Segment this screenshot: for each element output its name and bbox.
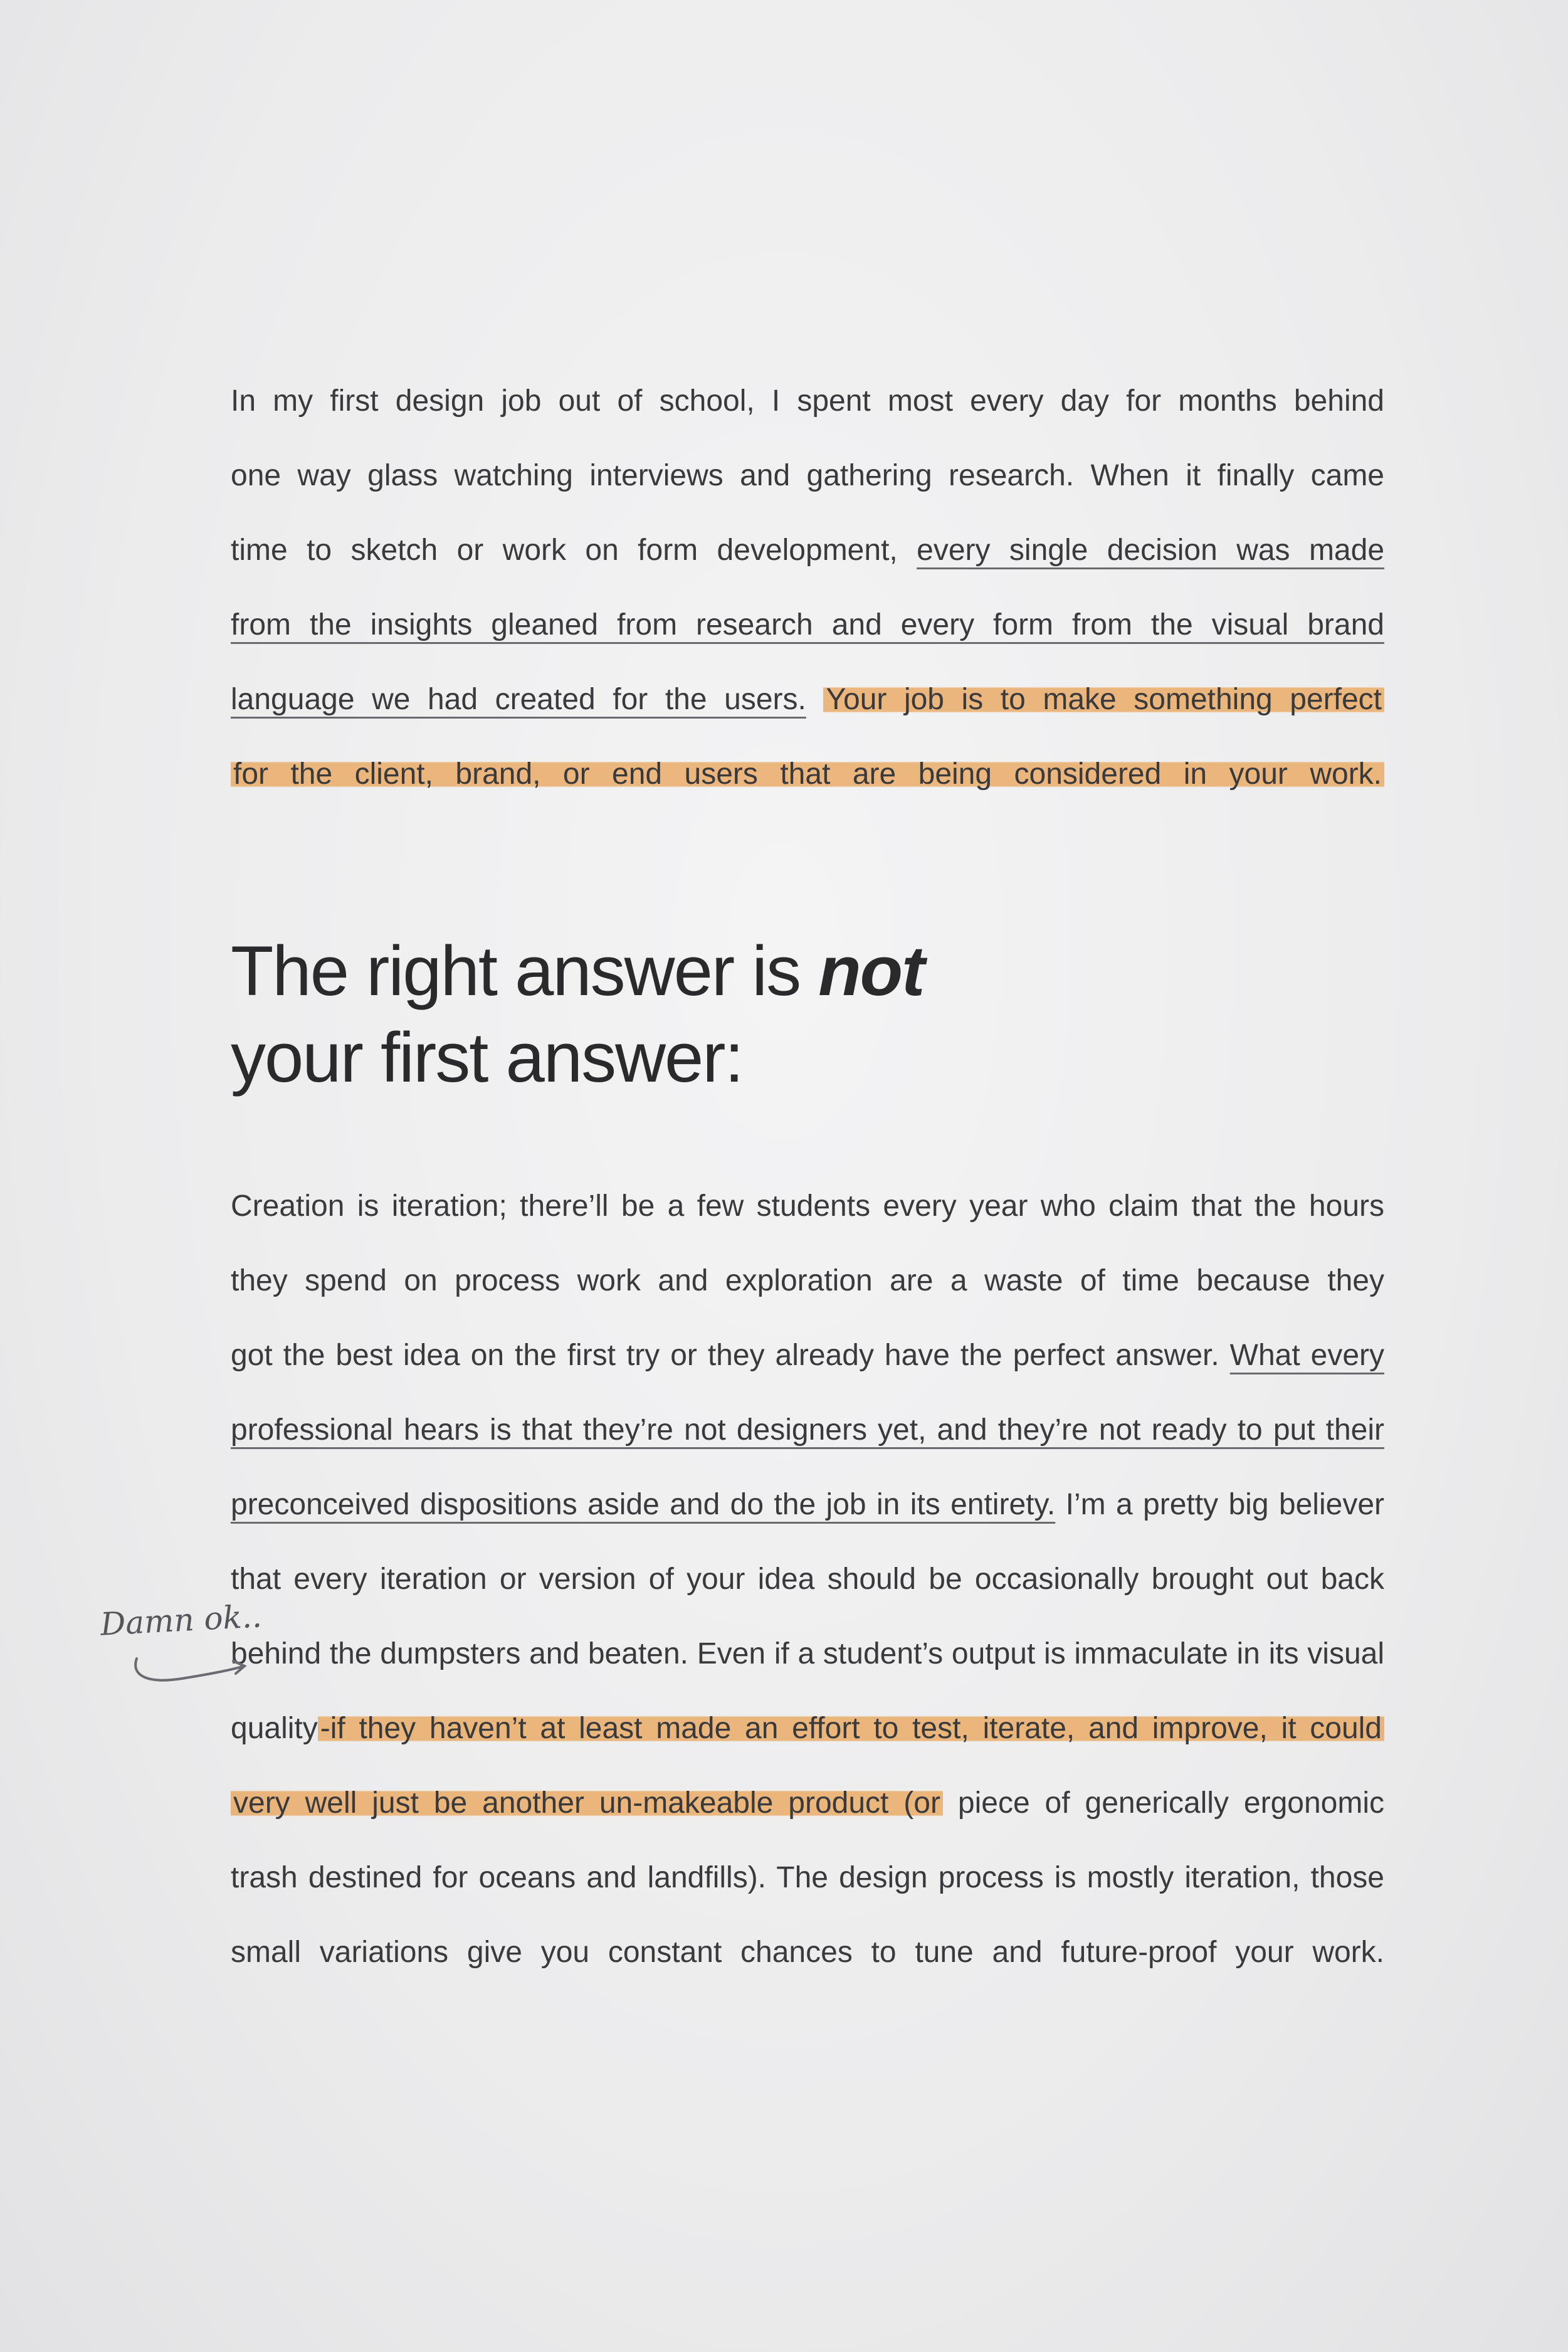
paragraph-first-job [231, 364, 1384, 811]
text-line: Creation is iteration; there’ll be a few students every year who claim that the hours [231, 1189, 1384, 1223]
text-line [231, 1467, 1384, 1542]
text-line [231, 1393, 1384, 1467]
text-line [231, 1318, 1384, 1393]
underlined-text: from the insights gleaned from research and every form from the visual brand [231, 608, 1384, 641]
text-segment: piece of generically ergonomic [957, 1786, 1384, 1820]
text-line: they spend on process work and exploration are a waste of time because they [231, 1264, 1384, 1297]
highlighted-text: very well just be another un-makeable product (or [231, 1786, 943, 1820]
highlighted-text: -if they haven’t at least made an effort to test, iterate, and improve, it could [318, 1712, 1384, 1745]
text-line: trash destined for oceans and landfills). The design process is mostly iteration, those [231, 1861, 1384, 1894]
heading-emphasis: not [818, 932, 924, 1010]
text-line: one way glass watching interviews and gathering research. When it finally came [231, 459, 1384, 492]
text-line [231, 588, 1384, 662]
text-segment: got the best idea on the first try or they already have the perfect answer. [231, 1339, 1219, 1372]
highlighted-text: for the client, brand, or end users that are being considered in your work. [231, 757, 1384, 791]
handwritten-margin-note: Damn ok.. [99, 1598, 263, 1643]
text-segment: quality [231, 1712, 318, 1745]
text-line: small variations give you constant chances to tune and future-proof your work. [231, 1936, 1384, 1969]
underlined-text: language we had created for the users. [231, 683, 806, 716]
text-line [231, 513, 1384, 588]
underlined-text: every single decision was made [917, 534, 1385, 567]
underlined-text: What every [1229, 1339, 1385, 1372]
heading-line-2: your first answer: [231, 1018, 743, 1097]
handwritten-arrow-icon [125, 1652, 251, 1696]
text-line [231, 1691, 1384, 1766]
text-line: behind the dumpsters and beaten. Even if a student’s output is immaculate in its visual [231, 1637, 1384, 1670]
text-line [231, 737, 1384, 811]
underlined-text: preconceived dispositions aside and do the job in its entirety. [231, 1488, 1056, 1521]
underlined-text: professional hears is that they’re not designers yet, and they’re not ready to put their [231, 1413, 1384, 1447]
heading-line-1: The right answer is [231, 932, 819, 1010]
text-segment: I’m a pretty big believer [1065, 1488, 1384, 1521]
text-line: In my first design job out of school, I spent most every day for months behind [231, 384, 1384, 418]
paragraph-iteration [231, 1169, 1384, 1990]
highlighted-text: Your job is to make something perfect [823, 683, 1384, 716]
text-segment: time to sketch or work on form development, [231, 534, 898, 567]
text-line [231, 1766, 1384, 1840]
section-heading [231, 928, 923, 1101]
text-line [231, 662, 1384, 737]
text-line: that every iteration or version of your idea should be occasionally brought out back [231, 1563, 1384, 1596]
